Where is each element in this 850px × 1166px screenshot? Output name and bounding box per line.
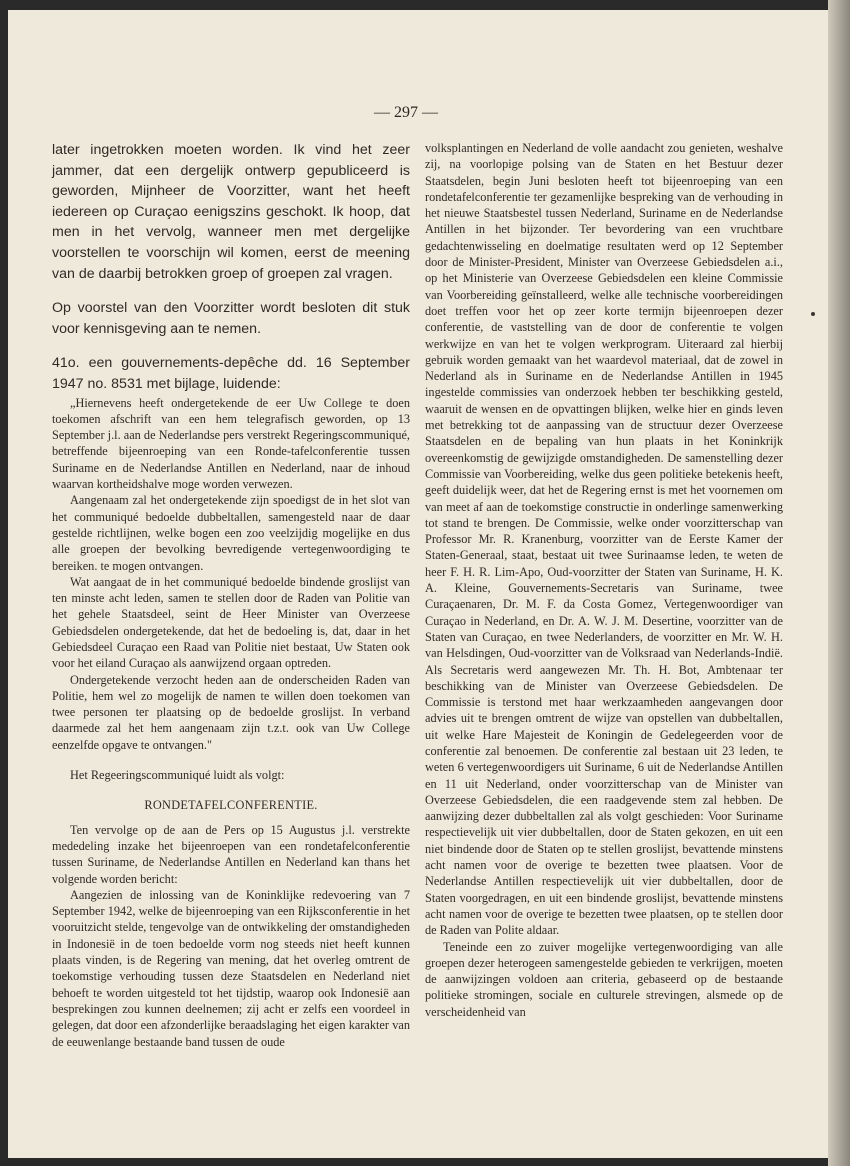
paragraph-representation: Teneinde een zo zuiver mogelijke vertegenwoordiging van alle groepen dezer heterogeen samengestelde gebieden te verkrijgen, moeten de aanwijzingen voldoen aan criteria, gebaseerd op de bestaande politieke stromingen, sociale en culturele strevingen, alsmede op de verscheidenheid van <box>425 939 783 1019</box>
paragraph-communique-1: Ten vervolge op de aan de Pers op 15 Augustus j.l. verstrekte mededeling inzake het bijeenroepen van een rondetafelconferentie tussen Suriname, de Nederlandse Antillen en Nederland kan thans het volgende worden bericht: <box>52 822 410 886</box>
page-edge-shadow <box>828 0 850 1166</box>
left-column <box>52 140 410 1050</box>
margin-dot <box>811 312 815 316</box>
page-number: — 297 — <box>374 104 438 121</box>
paragraph-depeche-4: Ondergetekende verzocht heden aan de onderscheiden Raden van Politie, hem wel zo mogelijk de namen te willen doen toekomen van twee personen ter plaatsing op de bedoelde groslijst. In verband daarmede zal het hem aangenaam zijn t.z.t. ook van Uw College eenzelfde opgave te ontvangen." <box>52 672 410 752</box>
right-column <box>425 140 783 1020</box>
paragraph-intro-speech: later ingetrokken moeten worden. Ik vind het zeer jammer, dat een dergelijk ontwerp gepubliceerd is geworden, Mijnheer de Voorzitter, want het heeft iedereen op Curaçao eenigszins geschokt. Ik hoop, dat men in het vervolg, wanneer men met dergelijke voorstellen te voorschijn wil komen, eerst de meening van de daarbij betrokken groep of groepen zal vragen. <box>52 142 410 282</box>
document-page <box>8 10 828 1158</box>
paragraph-depeche-3: Wat aangaat de in het communiqué bedoelde bindende groslijst van ten minste acht leden, samen te stellen door de Raden van Politie van het gehele Staatsdeel, seint de Heer Minister van Overzeese Gebiedsdelen ondergetekende, dat het de bedoeling is, dat, daar in het Gebiedsdeel Curaçao een Raad van Politie niet bestaat, Uw Staten ook voor het eiland Curaçao als aanwijzend orgaan optreden. <box>52 574 410 671</box>
paragraph-continued: volksplantingen en Nederland de volle aandacht zou genieten, weshalve zij, na voorlopige polsing van de Staten en het Bestuur dezer Staatsdelen, begin Juni besloten heeft tot bijeenroeping van een rondetafelconferentie ter gezamenlijke bespreking van de verhouding in het nieuwe Staatsbestel tussen Nederland, Suriname en de Nederlandse Antillen in het bijzonder. Ter bevordering van een vruchtbare gedachtenwisseling en doelmatige resultaten werd op 12 September door de Minister-President, Minister van Overzeese Gebiedsdelen a.i., op het Ministerie van Overzeese Gebiedsdelen een kleine Commissie van Voorbereiding geïnstalleerd, welke alle technische voorbereidingen doet treffen voor het op zeer korte termijn bijeenroepen dezer conferentie, de vaststelling van de door de conferentie te volgen werkwijze en van het te volgen werkprogram. Uiteraard zal hierbij gebruik worden gemaakt van het waardevol materiaal, dat de zowel in Nederland als in Suriname en de Nederlandse Antillen in 1945 ingestelde commissies van onderzoek hebben ter beschikking gesteld, waaruit de wensen en de opvattingen blijken, welke hier en ginds leven met betrekking tot de aanpassing van de structuur dezer Overzeese Staatsdelen en de bepaling van hun plaats in het Koninkrijk overeenkomstig de gewijzigde omstandigheden. De samenstelling dezer Commissie van Voorbereiding, welke dus geen politieke betekenis heeft, geeft duidelijk weer, dat het de Regering ernst is met het voornemen om van meet af aan de toekomstige constructie in onderlinge samenwerking tot stand te brengen. De Commissie, welke onder voorzitterschap van Professor Mr. R. Kranenburg, voorzitter van de Eerste Kamer der Staten-Generaal, staat, bestaat uit twee Surinaamse leden, te weten de heer F. H. R. Lim-Apo, Oud-voorzitter der Staten van Suriname, H. K. A. Kleine, Gouvernements-Secretaris van Suriname, twee Curaçaenaren, Dr. M. F. da Costa Gomez, Vertegenwoordiger van Curaçao in Nederland, en Dr. A. W. J. M. Desertine, voorzitter van de Staten van Curaçao, en twee Nederlanders, de voorzitter en Mr. W. H. van Helsdingen, Oud-voorzitter van de Volksraad van Nederlands-Indië. Als Secretaris werd aangewezen Mr. Th. H. Bot, Ambtenaar ter beschikking van de Minister van Overzeese Gebiedsdelen. De Commissie is terstond met haar werkzaamheden aangevangen door advies uit te brengen omtrent de wijze van opstellen van dubbeltallen, uit welke Hare Majesteit de Koningin de Gedelegeerden voor de conferentie zal benoemen. De conferentie zal bestaan uit 23 leden, te weten 6 vertegenwoordigers uit Suriname, 6 uit de Nederlandse Antillen en 11 uit Nederland, onder voorzitterschap van de Minister van Overzeese Gebiedsdelen, die een raadgevende stem zal hebben. De aanwijzing dezer dubbeltallen zal als volgt geschieden: Voor Suriname respectievelijk uit vier dubbeltallen, door de Staten gekozen, en uit een niet bindende door de Staten op te stellen groslijst, bevattende minstens acht namen voor de overige te bezetten twee plaatsen. Voor de Nederlandse Antillen respectievelijk uit vier dubbeltallen, door de Staten voorgedragen, en uit een bindende groslijst, bevattende minstens acht namen voor de overige te bezetten twee plaatsen, op te stellen door de Raden van Polite aldaar. <box>425 141 783 938</box>
paragraph-communique-intro: Het Regeeringscommuniqué luidt als volgt: <box>70 768 285 783</box>
paragraph-communique-2: Aangezien de inlossing van de Koninklijke redevoering van 7 September 1942, welke de bijeenroeping van een Rijksconferentie in het vooruitzicht stelde, tengevolge van de ontwikkeling der omstandigheden in Indonesië in de toen bedoelde vorm nog steeds niet heeft kunnen plaats vinden, is de Regering van mening, dat het overleg omtrent de toekomstige verhouding tussen deze Staatsdelen en Nederland niet behoeft te worden uitgesteld tot het tijdstip, waarop ook Indonesië aan besprekingen zou kunnen deelnemen; zij acht er zelfs een voordeel in gelegen, dat door een afzonderlijke beraadslaging het eigen karakter van de eeuwenlange bestaande band tussen de oude <box>52 887 410 1049</box>
section-heading: RONDETAFELCONFERENTIE. <box>144 798 318 813</box>
paragraph-depeche-2: Aangenaam zal het ondergetekende zijn spoedigst de in het slot van het communiqué bedoelde dubbeltallen, samengesteld naar de daar gestelde richtlijnen, welke bogen een zoo veelzijdig mogelijke en dus alle groepen der bevolking bevredigende vertegenwoordiging te bereiken. te mogen ontvangen. <box>52 493 410 573</box>
paragraph-depeche-1: „Hiernevens heeft ondergetekende de eer Uw College te doen toekomen afschrift van een hem telegrafisch geworden, op 13 September j.l. aan de Nederlandse pers verstrekt Regeringscommuniqué, betreffende bijeenroeping van een Ronde-tafelconferentie tussen Suriname en de Nederlandse Antillen en Nederland, naar de inhoud waarvan kortheidshalve moge worden verwezen. <box>52 395 410 492</box>
paragraph-resolution: Op voorstel van den Voorzitter wordt besloten dit stuk voor kennisgeving aan te nemen. <box>52 300 410 337</box>
paragraph-item-41: 41o. een gouvernements-depêche dd. 16 September 1947 no. 8531 met bijlage, luidende: <box>52 355 410 392</box>
